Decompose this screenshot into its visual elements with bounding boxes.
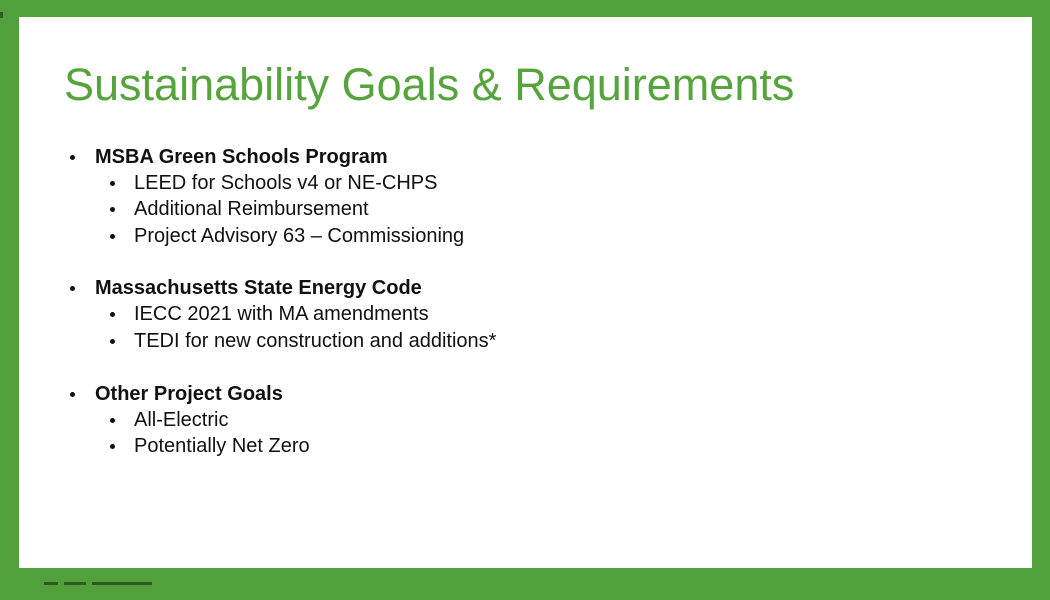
list-item-label: IECC 2021 with MA amendments: [134, 303, 429, 325]
list-item: [134, 171, 437, 195]
section-heading-label: Massachusetts State Energy Code: [95, 277, 422, 299]
list-item-label: All-Electric: [134, 409, 229, 431]
bullet-icon: [110, 312, 115, 317]
list-item: [134, 224, 464, 248]
section-heading-label: MSBA Green Schools Program: [95, 146, 388, 168]
bullet-icon: [110, 181, 115, 186]
bullet-icon: [110, 444, 115, 449]
list-item-label: LEED for Schools v4 or NE-CHPS: [134, 172, 438, 194]
section-heading-label: Other Project Goals: [95, 383, 283, 405]
list-item-label: Potentially Net Zero: [134, 435, 310, 457]
list-item: [134, 329, 496, 353]
list-item: [134, 434, 310, 458]
list-item: [134, 302, 429, 326]
list-item-label: Project Advisory 63 – Commissioning: [134, 225, 465, 247]
section-heading: [95, 382, 283, 406]
bullet-icon: [70, 286, 75, 291]
section-heading: [95, 145, 388, 169]
bullet-icon: [70, 392, 75, 397]
bullet-icon: [110, 234, 115, 239]
slide-title: Sustainability Goals & Requirements: [64, 59, 795, 110]
bullet-icon: [110, 418, 115, 423]
corner-mark: [0, 12, 3, 18]
list-item: [134, 197, 369, 221]
list-item: [134, 408, 228, 432]
bullet-icon: [110, 207, 115, 212]
footer-logo-mark: [44, 582, 224, 590]
section-heading: [95, 276, 422, 300]
slide: [19, 17, 1032, 568]
list-item-label: Additional Reimbursement: [134, 198, 369, 220]
bullet-icon: [110, 339, 115, 344]
list-item-label: TEDI for new construction and additions*: [134, 330, 497, 352]
bullet-icon: [70, 155, 75, 160]
